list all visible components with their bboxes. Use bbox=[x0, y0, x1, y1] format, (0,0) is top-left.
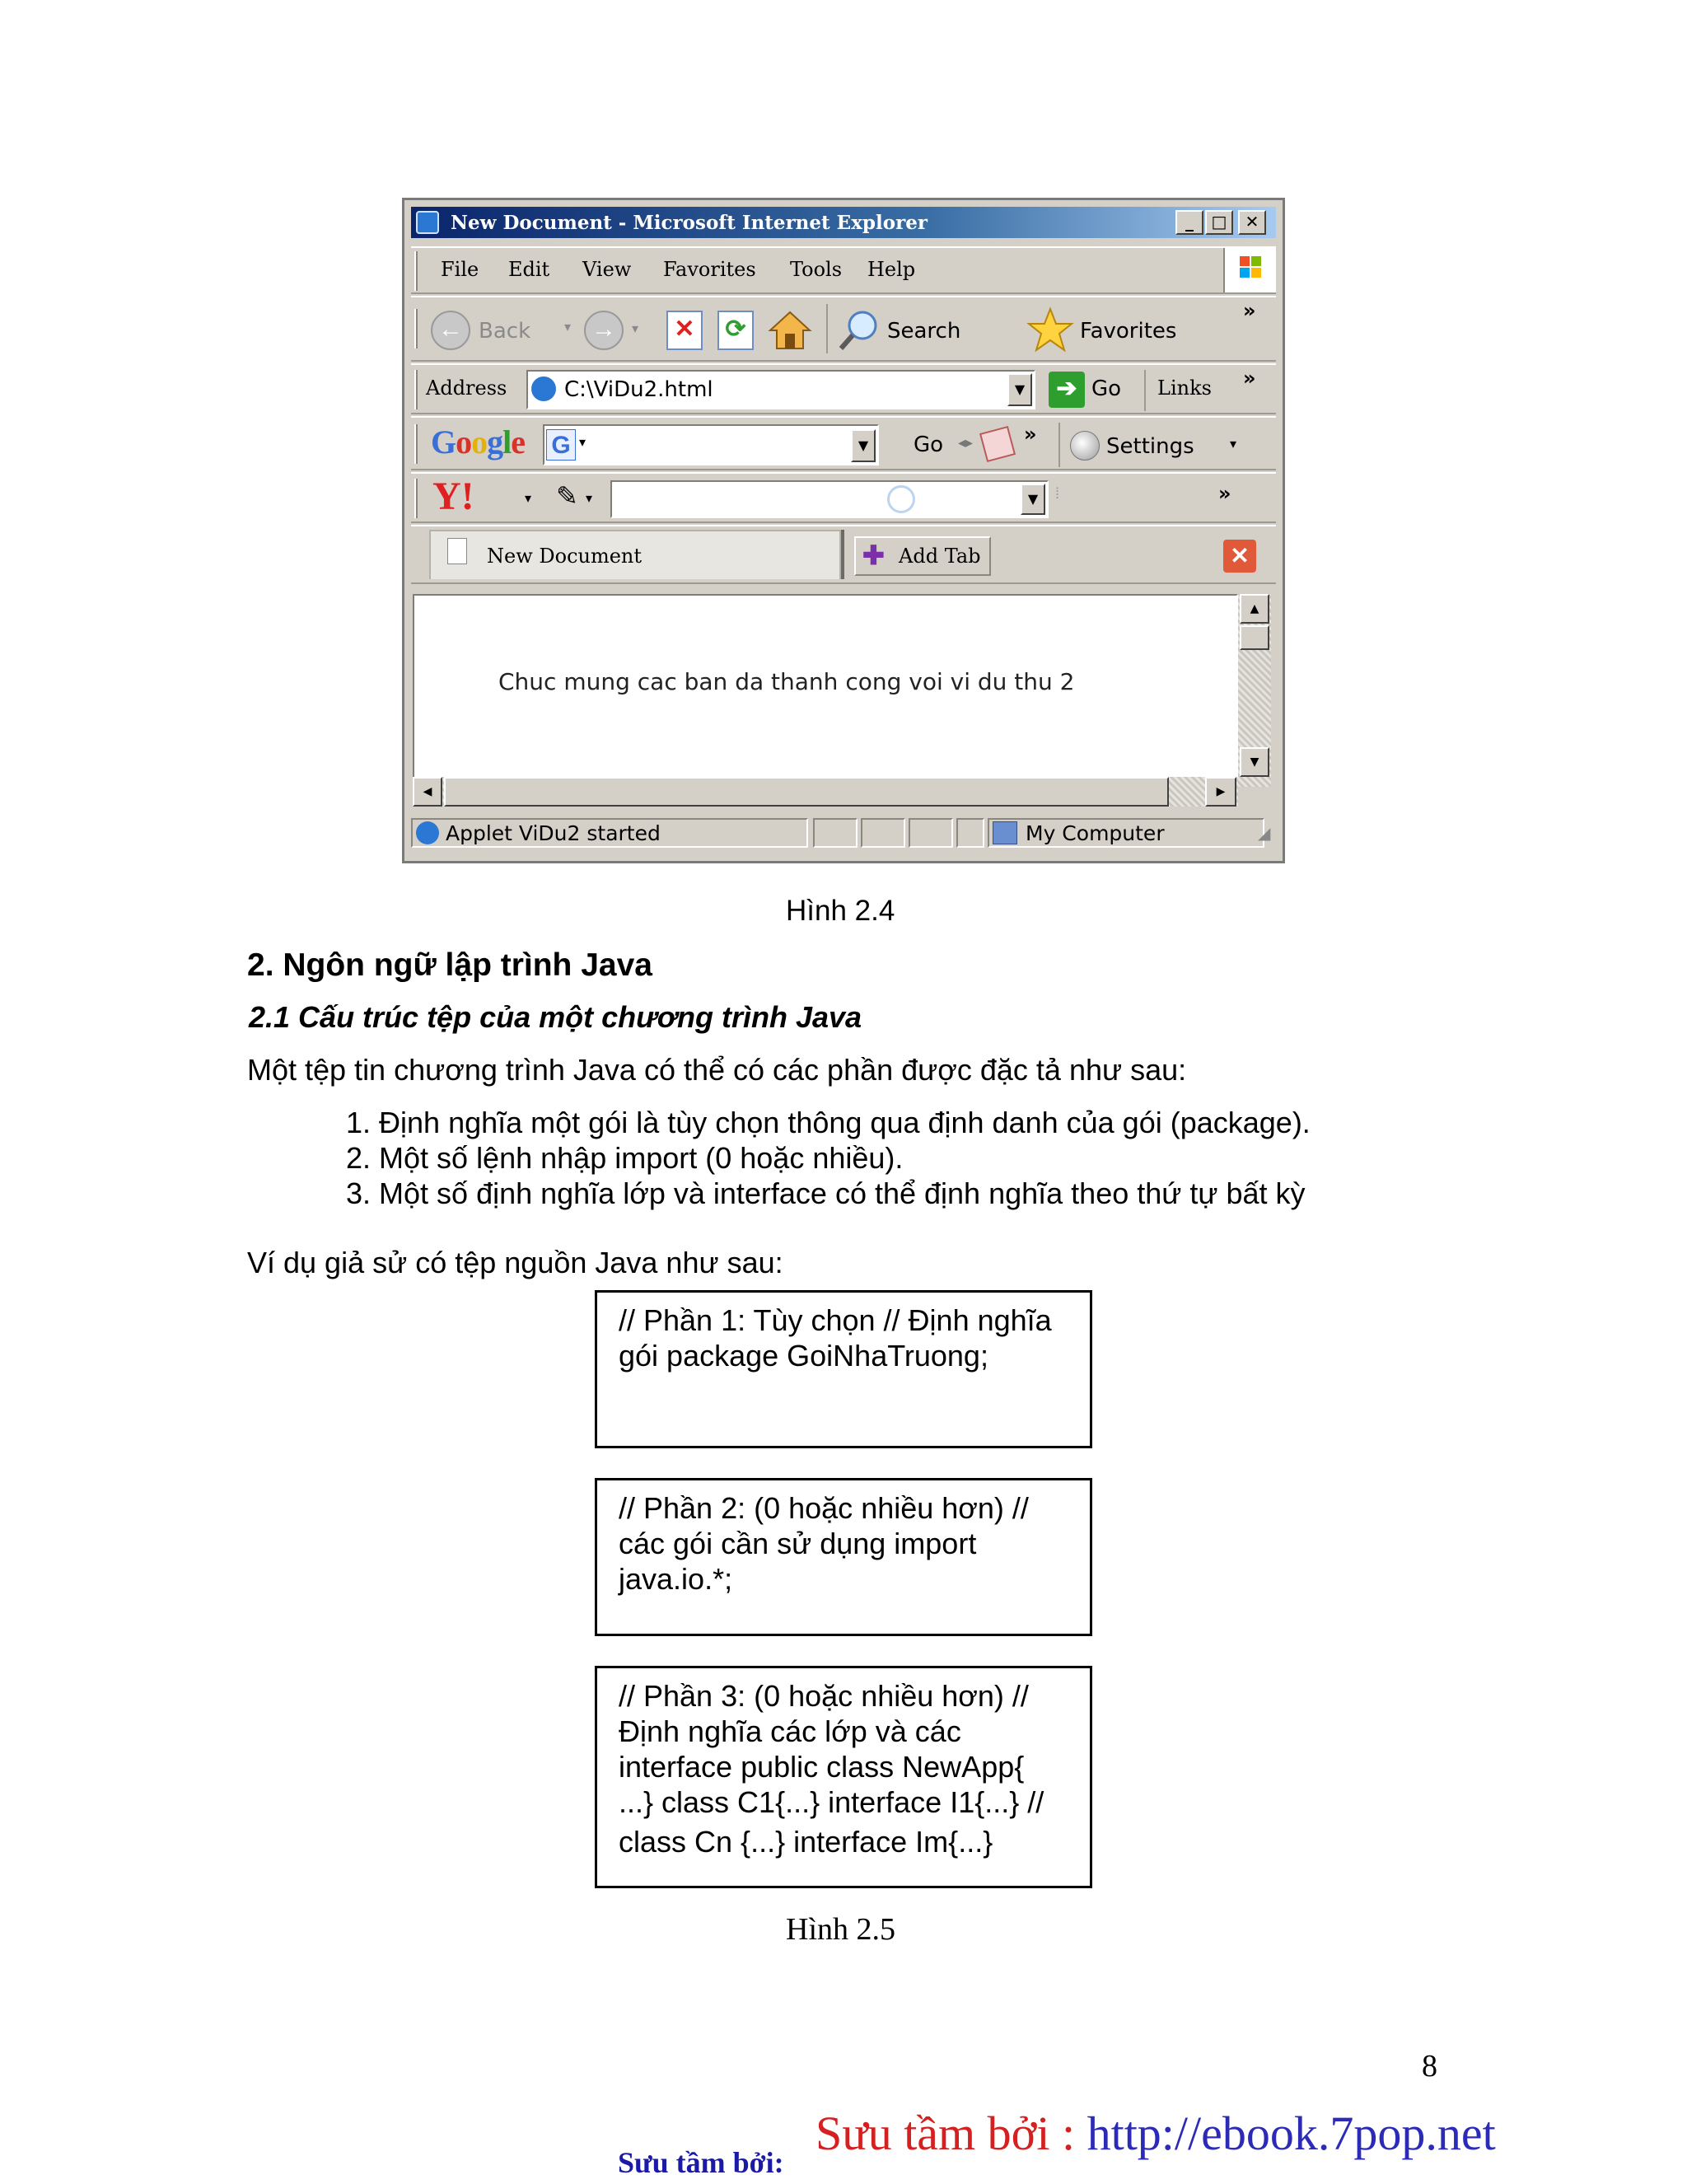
chevron-down-icon: ▾ bbox=[579, 436, 586, 450]
google-toolbar bbox=[411, 416, 1276, 470]
title-bar bbox=[411, 207, 1276, 238]
page-icon bbox=[531, 376, 556, 401]
scroll-left-button[interactable]: ◀ bbox=[413, 777, 442, 807]
links-button[interactable]: Links bbox=[1157, 376, 1212, 400]
address-dropdown-button[interactable]: ▼ bbox=[1007, 373, 1032, 406]
intro-paragraph: Một tệp tin chương trình Java có thể có các phần được đặc tả như sau: bbox=[247, 1053, 1187, 1087]
chevron-down-icon: ▾ bbox=[525, 492, 532, 506]
status-panel bbox=[956, 818, 984, 848]
page-icon bbox=[447, 538, 467, 564]
footer-label: Sưu tầm bởi: bbox=[618, 2146, 784, 2179]
yahoo-toolbar bbox=[411, 472, 1276, 523]
watermark bbox=[815, 2106, 1496, 2161]
favorites-button[interactable] bbox=[1026, 306, 1190, 355]
home-icon bbox=[767, 307, 813, 353]
figure-caption: Hình 2.4 bbox=[786, 895, 895, 927]
scroll-thumb[interactable] bbox=[1240, 625, 1269, 650]
toolbar-grip[interactable] bbox=[414, 370, 418, 409]
yahoo-search-field[interactable] bbox=[610, 480, 1049, 518]
google-logo: Google bbox=[431, 423, 526, 461]
scroll-down-button[interactable]: ▼ bbox=[1240, 747, 1269, 777]
code-line: các gói cần sử dụng import bbox=[619, 1527, 977, 1560]
refresh-button[interactable]: ⟳ bbox=[717, 311, 754, 350]
address-value: C:\ViDu2.html bbox=[564, 377, 713, 402]
scroll-up-button[interactable]: ▲ bbox=[1240, 594, 1269, 624]
status-bar bbox=[409, 815, 1278, 851]
minimize-button[interactable]: _ bbox=[1175, 210, 1203, 235]
add-tab-label: Add Tab bbox=[899, 545, 981, 568]
windows-flag-icon bbox=[1223, 248, 1276, 292]
chevron-down-icon: ▾ bbox=[586, 492, 593, 506]
horizontal-scrollbar[interactable] bbox=[413, 777, 1238, 807]
computer-icon bbox=[993, 821, 1017, 844]
settings-icon bbox=[1070, 431, 1100, 461]
figure-caption: Hình 2.5 bbox=[786, 1912, 895, 1947]
tab-new-document[interactable] bbox=[429, 530, 841, 579]
zone-panel bbox=[988, 818, 1264, 848]
address-bar bbox=[411, 363, 1276, 414]
tab-divider bbox=[841, 530, 844, 579]
chevron-right-icon[interactable]: » bbox=[1243, 299, 1256, 322]
status-panel bbox=[813, 818, 858, 848]
google-g-icon: G bbox=[546, 429, 576, 461]
home-button[interactable] bbox=[767, 307, 813, 353]
code-line: class Cn {...} interface Im{...} bbox=[619, 1825, 993, 1859]
browser-screenshot bbox=[402, 198, 1285, 863]
stop-button[interactable]: ✕ bbox=[666, 311, 703, 350]
list-item: 3. Một số định nghĩa lớp và interface có thể định nghĩa theo thứ tự bất kỳ bbox=[346, 1176, 1306, 1210]
code-line: Định nghĩa các lớp và các bbox=[619, 1714, 961, 1748]
menu-tools[interactable]: Tools bbox=[790, 258, 843, 281]
google-dropdown-button[interactable]: ▼ bbox=[851, 429, 876, 462]
status-panel bbox=[411, 818, 808, 848]
code-line: // Phần 1: Tùy chọn // Định nghĩa bbox=[619, 1303, 1052, 1337]
code-line: gói package GoiNhaTruong; bbox=[619, 1339, 988, 1373]
window-title: New Document - Microsoft Internet Explorer bbox=[451, 212, 928, 234]
watermark-url[interactable]: http://ebook.7pop.net bbox=[1087, 2107, 1496, 2160]
search-icon bbox=[836, 307, 882, 353]
status-panel bbox=[861, 818, 905, 848]
chevron-down-icon: ▾ bbox=[1230, 437, 1237, 451]
settings-button[interactable]: Settings bbox=[1106, 434, 1194, 459]
search-button[interactable] bbox=[836, 307, 976, 353]
page-content bbox=[413, 594, 1238, 787]
add-tab-button[interactable] bbox=[854, 536, 991, 576]
status-panel bbox=[909, 818, 953, 848]
code-box-part-2 bbox=[595, 1478, 1092, 1636]
close-tab-button[interactable]: ✕ bbox=[1223, 540, 1256, 573]
yahoo-dropdown-button[interactable]: ▼ bbox=[1021, 484, 1045, 515]
chevron-right-icon[interactable]: » bbox=[1243, 367, 1256, 390]
watermark-prefix: Sưu tầm bởi : bbox=[815, 2107, 1087, 2160]
zone-text: My Computer bbox=[1026, 821, 1165, 845]
menu-file[interactable]: File bbox=[441, 258, 479, 281]
toolbar-grip[interactable] bbox=[414, 251, 418, 291]
favorites-label: Favorites bbox=[1080, 319, 1177, 344]
menu-help[interactable]: Help bbox=[867, 258, 916, 281]
blocker-icon[interactable] bbox=[979, 426, 1016, 462]
list-item: 2. Một số lệnh nhập import (0 hoặc nhiều). bbox=[346, 1141, 904, 1175]
go-button[interactable]: Go bbox=[1091, 376, 1122, 401]
scroll-thumb[interactable] bbox=[444, 777, 1169, 807]
back-arrow-icon: ← bbox=[431, 311, 470, 350]
resize-grip-icon[interactable]: ◢ bbox=[1258, 825, 1271, 843]
code-line: interface public class NewApp{ bbox=[619, 1750, 1025, 1784]
toolbar-grip[interactable] bbox=[414, 479, 418, 518]
scroll-right-button[interactable]: ▶ bbox=[1205, 777, 1236, 807]
menu-edit[interactable]: Edit bbox=[508, 258, 550, 281]
status-text: Applet ViDu2 started bbox=[446, 821, 661, 845]
pencil-icon[interactable]: ✎ bbox=[556, 481, 578, 511]
address-label: Address bbox=[426, 376, 507, 400]
code-line: java.io.*; bbox=[619, 1562, 733, 1596]
forward-button[interactable]: → bbox=[584, 311, 624, 350]
address-field[interactable] bbox=[526, 370, 1035, 409]
search-label: Search bbox=[887, 319, 961, 344]
subsection-heading: 2.1 Cấu trúc tệp của một chương trình Java bbox=[249, 1000, 862, 1034]
menu-view[interactable]: View bbox=[582, 258, 632, 281]
go-arrow-icon[interactable]: ➔ bbox=[1049, 372, 1085, 408]
chevron-right-icon[interactable]: » bbox=[1024, 423, 1037, 446]
code-line: // Phần 2: (0 hoặc nhiều hơn) // bbox=[619, 1491, 1029, 1525]
toolbar-separator bbox=[826, 304, 828, 353]
menu-bar bbox=[411, 246, 1276, 294]
toolbar-grip[interactable] bbox=[414, 309, 418, 348]
back-label: Back bbox=[479, 319, 531, 344]
section-heading: 2. Ngôn ngữ lập trình Java bbox=[247, 947, 652, 983]
toolbar-grip[interactable] bbox=[414, 424, 418, 464]
resize-handle-icon[interactable]: ⁞ bbox=[1055, 485, 1060, 502]
toolbar-separator bbox=[1144, 370, 1146, 411]
google-search-field[interactable] bbox=[543, 424, 879, 465]
code-box-part-1 bbox=[595, 1290, 1092, 1448]
tab-bar bbox=[411, 525, 1276, 584]
back-button[interactable] bbox=[431, 311, 579, 352]
chevron-down-icon: ▾ bbox=[632, 322, 639, 336]
maximize-button[interactable]: □ bbox=[1205, 210, 1233, 235]
vertical-scrollbar[interactable] bbox=[1238, 594, 1271, 787]
yahoo-logo[interactable]: Y! bbox=[432, 475, 474, 518]
code-line: ...} class C1{...} interface I1{...} // bbox=[619, 1785, 1044, 1819]
standard-toolbar bbox=[411, 296, 1276, 362]
arrows-icon: ◂▸ bbox=[958, 434, 974, 451]
star-icon bbox=[1026, 306, 1075, 355]
plus-icon: ✚ bbox=[862, 540, 885, 570]
chevron-down-icon: ▾ bbox=[564, 320, 572, 334]
code-box-part-3 bbox=[595, 1666, 1092, 1888]
menu-favorites[interactable]: Favorites bbox=[663, 258, 756, 281]
magnifier-icon bbox=[887, 485, 915, 513]
ie-logo-icon bbox=[416, 821, 439, 844]
google-go-button[interactable]: Go bbox=[914, 433, 944, 457]
ie-logo-icon bbox=[416, 211, 439, 234]
chevron-right-icon[interactable]: » bbox=[1218, 482, 1231, 505]
code-line: // Phần 3: (0 hoặc nhiều hơn) // bbox=[619, 1679, 1029, 1713]
list-item: 1. Định nghĩa một gói là tùy chọn thông qua định danh của gói (package). bbox=[346, 1106, 1311, 1139]
tab-label: New Document bbox=[487, 545, 643, 568]
page-number: 8 bbox=[1422, 2049, 1437, 2083]
example-intro: Ví dụ giả sử có tệp nguồn Java như sau: bbox=[247, 1246, 783, 1279]
close-button[interactable]: ✕ bbox=[1238, 210, 1266, 235]
toolbar-separator bbox=[1058, 423, 1060, 467]
applet-message: Chuc mung cac ban da thanh cong voi vi du thu 2 bbox=[498, 668, 1075, 695]
